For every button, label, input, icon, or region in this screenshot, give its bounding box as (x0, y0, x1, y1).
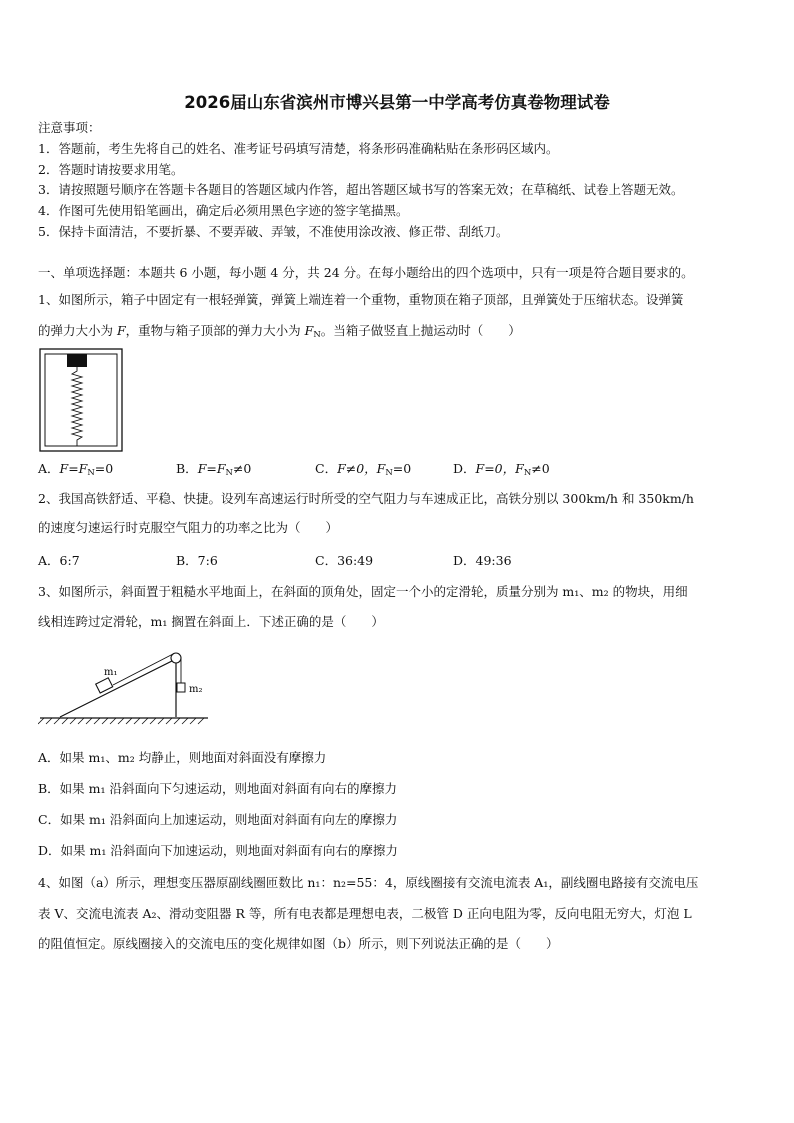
block-m1 (96, 678, 113, 693)
q2-option-c[interactable]: C．36:49 (315, 553, 374, 568)
spring (72, 367, 82, 446)
notice-heading: 注意事项： (38, 120, 101, 135)
notice-item-1: 1．答题前，考生先将自己的姓名、准考证号码填写清楚，将条形码准确粘贴在条形码区域内。 (38, 141, 559, 156)
q1-stem-line1: 1、如图所示，箱子中固定有一根轻弹簧，弹簧上端连着一个重物，重物顶在箱子顶部，且弹簧处于压缩状态。设弹簧 (38, 292, 684, 307)
q2-option-b[interactable]: B．7:6 (176, 553, 218, 568)
q2-option-d[interactable]: D．49:36 (453, 553, 512, 568)
q1-box-spring-figure (39, 348, 123, 452)
q2-stem-line1: 2、我国高铁舒适、平稳、快捷。设列车高速运行时所受的空气阻力与车速成正比，高铁分别以 300km/h 和 350km/h (38, 491, 694, 506)
ground-hatching (38, 718, 204, 724)
label-m1: m₁ (104, 667, 118, 678)
section-heading: 一、单项选择题：本题共 6 小题，每小题 4 分，共 24 分。在每小题给出的四个选项中，只有一项是符合题目要求的。 (38, 265, 694, 280)
notice-item-5: 5．保持卡面清洁，不要折暴、不要弄破、弄皱，不准使用涂改液、修正带、刮纸刀。 (38, 224, 509, 239)
q1-stem-line2: 的弹力大小为 F，重物与箱子顶部的弹力大小为 $F_N$。当箱子做竖直上抛运动时（ ） (38, 323, 521, 340)
q4-stem-line2: 表 V、交流电流表 A₂、滑动变阻器 R 等，所有电表都是理想电表，二极管 D 正向电阻为零，反向电阻无穷大，灯泡 L (38, 906, 692, 921)
q1-option-b[interactable]: B．$F=F_N\ne 0$ (176, 461, 252, 478)
weight-block (67, 354, 87, 367)
q2-option-a[interactable]: A．6:7 (38, 553, 80, 568)
q2-stem-line2: 的速度匀速运行时克服空气阻力的功率之比为（ ） (38, 520, 339, 535)
q3-option-c[interactable]: C．如果 m₁ 沿斜面向上加速运动，则地面对斜面有向左的摩擦力 (38, 812, 398, 827)
incline (60, 659, 176, 717)
q1-option-c[interactable]: C．F≠0，$F_N=0$ (315, 461, 412, 478)
block-m2 (177, 683, 185, 692)
notice-item-2: 2．答题时请按要求用笔。 (38, 162, 184, 177)
q4-stem-line1: 4、如图（a）所示，理想变压器原副线圈匝数比 n₁：n₂=55：4，原线圈接有交流电流表 A₁，副线圈电路接有交流电压 (38, 875, 699, 890)
q1-option-a[interactable]: A．$F=F_N=0$ (38, 461, 114, 478)
notice-item-3: 3．请按照题号顺序在答题卡各题目的答题区域内作答，超出答题区域书写的答案无效；在草稿纸、试卷上答题无效。 (38, 182, 684, 197)
page-title: 2026届山东省滨州市博兴县第一中学高考仿真卷物理试卷 (184, 93, 610, 112)
q4-stem-line3: 的阻值恒定。原线圈接入的交流电压的变化规律如图（b）所示，则下列说法正确的是（ ） (38, 936, 559, 951)
q3-option-a[interactable]: A．如果 m₁、m₂ 均静止，则地面对斜面没有摩擦力 (38, 750, 327, 765)
notice-item-4: 4．作图可先使用铅笔画出，确定后必须用黑色字迹的签字笔描黑。 (38, 203, 409, 218)
q3-stem-line1: 3、如图所示，斜面置于粗糙水平地面上，在斜面的顶角处，固定一个小的定滑轮，质量分别为 m₁、m₂ 的物块，用细 (38, 584, 688, 599)
q3-stem-line2: 线相连跨过定滑轮，m₁ 搁置在斜面上．下述正确的是（ ） (38, 614, 384, 629)
label-m2: m₂ (189, 684, 203, 695)
q3-incline-pulley-figure (38, 645, 213, 730)
q3-option-d[interactable]: D．如果 m₁ 沿斜面向下加速运动，则地面对斜面有向右的摩擦力 (38, 843, 398, 858)
q3-option-b[interactable]: B．如果 m₁ 沿斜面向下匀速运动，则地面对斜面有向右的摩擦力 (38, 781, 397, 796)
string-on-incline (113, 654, 174, 686)
q1-option-d[interactable]: D．F=0，$F_N\ne 0$ (453, 461, 550, 478)
